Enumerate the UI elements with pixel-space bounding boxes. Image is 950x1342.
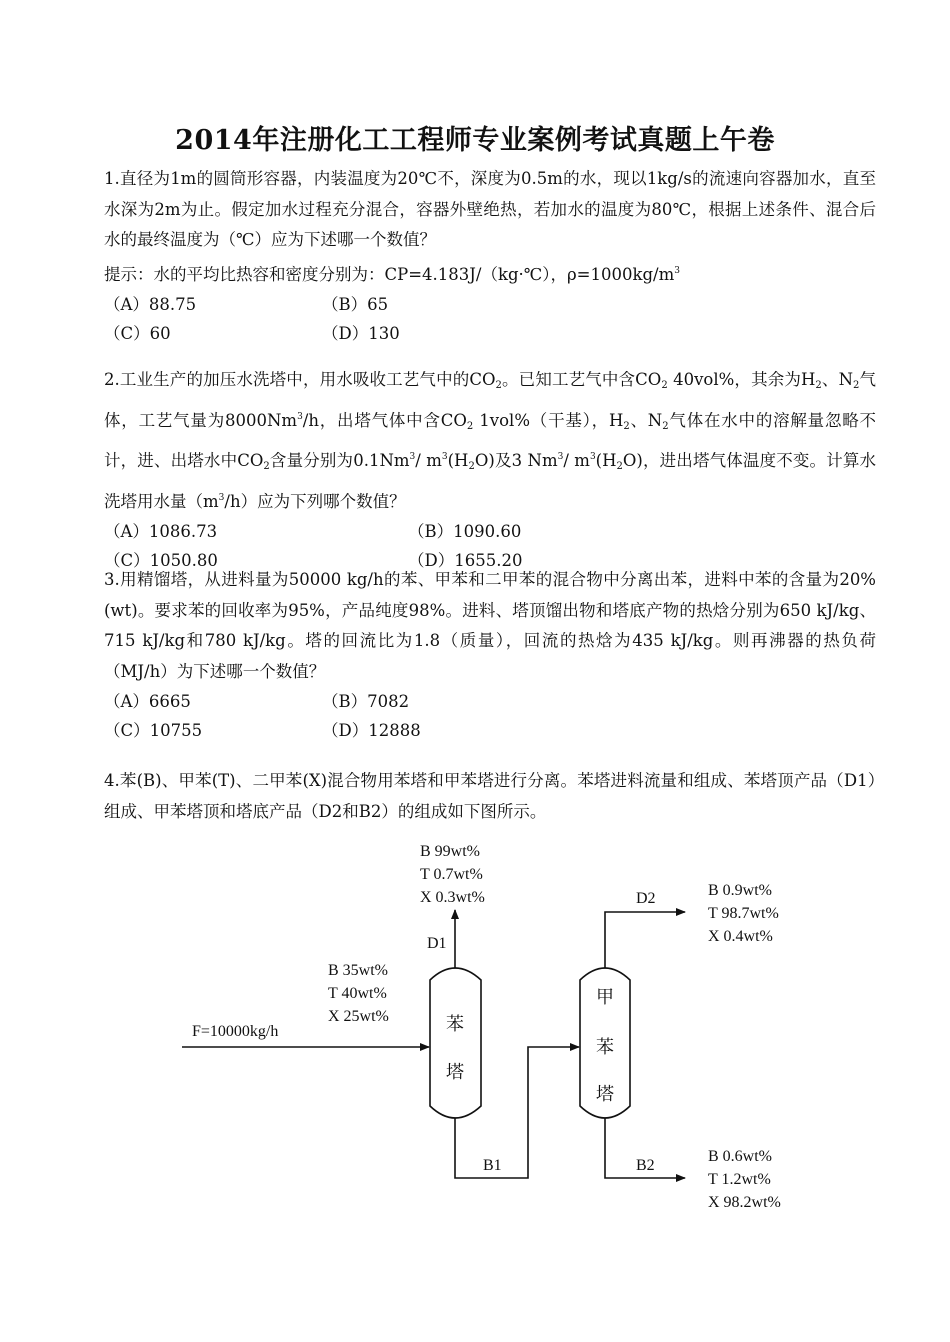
feed-b-label: B 35wt% — [328, 962, 388, 979]
question-3-text: 3.用精馏塔，从进料量为50000 kg/h的苯、甲苯和二甲苯的混合物中分离出苯，进料中苯的含量为20%(wt)。要求苯的回收率为95%，产品纯度98%。进料、塔顶馏出物和塔底产物的热焓分别为650 kJ/kg、715 kJ/kg和780 kJ/kg。塔的回流比为1.8（质量），回流的热焓为435 kJ/kg。则再沸器的热负荷（MJ/h）为下述哪一个数值？ — [104, 570, 876, 681]
question-4-text: 4.苯(B)、甲苯(T)、二甲苯(X)混合物用苯塔和甲苯塔进行分离。苯塔进料流量和组成、苯塔顶产品（D1）组成、甲苯塔顶和塔底产品（D2和B2）的组成如下图所示。 — [104, 771, 876, 821]
page-title: 2014年注册化工工程师专业案例考试真题上午卷 — [175, 125, 775, 156]
feed-t-label: T 40wt% — [328, 985, 387, 1002]
option-b: （B）65 — [322, 295, 389, 314]
question-1-hint: 提示：水的平均比热容和密度分别为：CP=4.183J/（kg·℃），$\rho=1000kg/m^3$ — [104, 264, 680, 284]
option-b: （B）1090.60 — [408, 522, 522, 541]
option-c: （C）10755 — [104, 721, 203, 740]
toluene-column-char-3: 塔 — [596, 1084, 614, 1104]
option-a: （A）1086.73 — [104, 522, 218, 541]
question-1-text: 1.直径为1m的圆筒形容器，内装温度为20℃不，深度为0.5m的水，现以1kg/s的流速向容器加水，直至水深为2m为止。假定加水过程充分混合，容器外壁绝热，若加水的温度为80℃，根据上述条件、混合后水的最终温度为（℃）应为下述哪一个数值？ — [104, 169, 876, 249]
option-a: （A）88.75 — [104, 295, 197, 314]
option-d: （D）130 — [322, 324, 400, 343]
feed-x-label: X 25wt% — [328, 1008, 389, 1025]
d1-label: D1 — [427, 935, 447, 952]
option-d: （D）1655.20 — [408, 551, 523, 570]
d2-label: D2 — [636, 890, 656, 907]
option-c: （C）60 — [104, 324, 171, 343]
d1-t-label: T 0.7wt% — [420, 866, 483, 883]
toluene-column-char-1: 甲 — [596, 987, 614, 1007]
b2-label: B2 — [636, 1157, 655, 1174]
option-a: （A）6665 — [104, 692, 191, 711]
d2-b-label: B 0.9wt% — [708, 882, 772, 899]
option-b: （B）7082 — [322, 692, 410, 711]
question-2-text: 2.工业生产的加压水洗塔中，用水吸收工艺气中的$CO_2$。已知工艺气中含$CO_2$ 40vol%，其余为$H_2$、$N_2$气体，工艺气量为8000Nm$^3$/h，出塔气体中含$CO_2$ 1vol%（干基），$H_2$、$N_2$气体在水中的溶解量忽略不计，进、出塔水中$CO_2$含量分别为0.1Nm$^3$/ $m^3(H_2O)$及3 Nm$^3$/ $m^3(H_2O)$，进出塔气体温度不变。计算水洗塔用水量$(m^3/h)$应为下列哪个数值？ — [104, 370, 877, 511]
option-c: （C）1050.80 — [104, 551, 218, 570]
b1-label: B1 — [483, 1157, 502, 1174]
d1-x-label: X 0.3wt% — [420, 889, 485, 906]
option-d: （D）12888 — [322, 721, 421, 740]
b2-b-label: B 0.6wt% — [708, 1148, 772, 1165]
benzene-column-char-1: 苯 — [446, 1014, 464, 1034]
feed-label: F=10000kg/h — [192, 1023, 279, 1040]
d1-b-label: B 99wt% — [420, 843, 480, 860]
benzene-column — [430, 968, 481, 1118]
benzene-column-char-2: 塔 — [446, 1062, 464, 1082]
d2-x-label: X 0.4wt% — [708, 928, 773, 945]
toluene-column-char-2: 苯 — [596, 1037, 614, 1057]
d2-arrow — [605, 912, 685, 968]
b2-t-label: T 1.2wt% — [708, 1171, 771, 1188]
d2-t-label: T 98.7wt% — [708, 905, 779, 922]
b2-x-label: X 98.2wt% — [708, 1194, 781, 1211]
